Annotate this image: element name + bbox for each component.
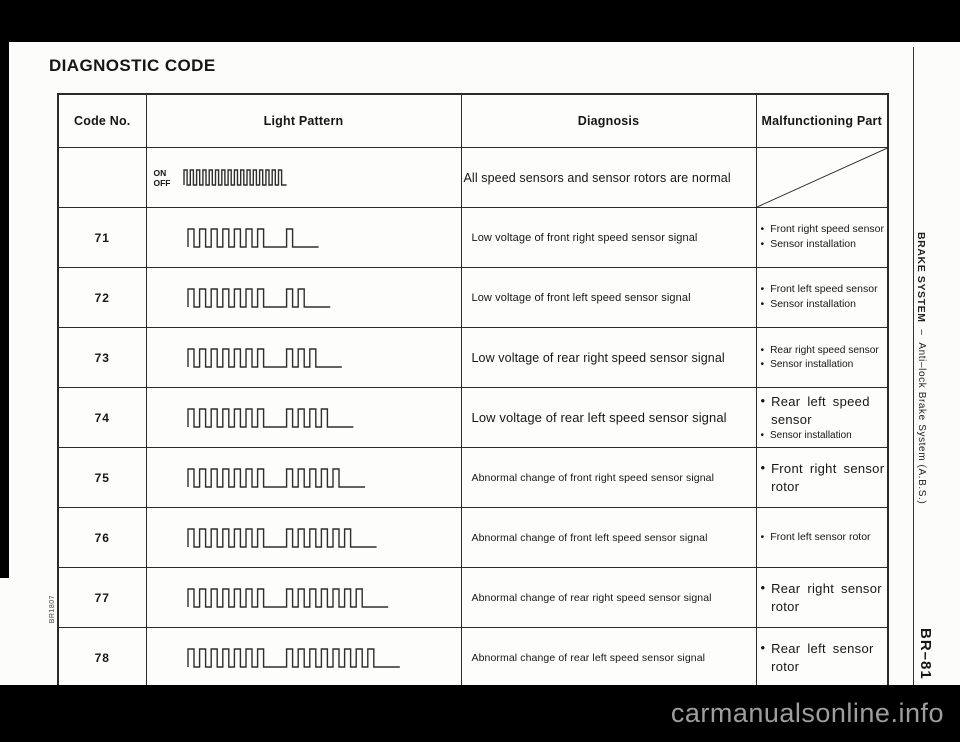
code-number-cell bbox=[58, 388, 146, 448]
light-pattern bbox=[147, 581, 461, 615]
diagnosis-cell bbox=[461, 148, 756, 208]
light-pattern bbox=[147, 521, 461, 555]
code-number-cell bbox=[58, 208, 146, 268]
code-number: 78 bbox=[94, 650, 110, 665]
diagnosis-text: Abnormal change of front left speed sensor signal bbox=[471, 531, 708, 544]
part-text: Front right speed sensor bbox=[770, 223, 884, 236]
diagonal-strikethrough bbox=[757, 148, 888, 207]
part-text: Rear left sensor rotor bbox=[771, 640, 874, 674]
light-pattern bbox=[147, 281, 461, 315]
light-pattern-waveform bbox=[183, 161, 289, 195]
watermark-text: carmanualsonline.info bbox=[670, 698, 944, 728]
code-number: 71 bbox=[94, 230, 110, 245]
part-list-item bbox=[761, 238, 887, 252]
malfunctioning-part-cell bbox=[756, 148, 888, 208]
light-pattern-cell bbox=[146, 388, 461, 448]
diagnosis-cell bbox=[461, 508, 756, 568]
sidebar-section-subtitle: Anti–lock Brake System (A.B.S.) bbox=[916, 342, 927, 505]
light-pattern bbox=[147, 641, 461, 675]
code-number-cell bbox=[58, 568, 146, 628]
bullet-icon: • bbox=[760, 392, 766, 408]
diagnosis-text: All speed sensors and sensor rotors are normal bbox=[463, 170, 731, 185]
part-list-item bbox=[761, 298, 887, 312]
code-number: 72 bbox=[94, 290, 110, 305]
light-pattern-waveform bbox=[187, 461, 367, 495]
part-list-item bbox=[761, 358, 887, 371]
part-text: Front left sensor rotor bbox=[770, 530, 871, 543]
light-pattern-waveform bbox=[187, 221, 321, 255]
diagnosis-text: Abnormal change of rear left speed sensor signal bbox=[471, 651, 706, 664]
bullet-icon: • bbox=[760, 298, 765, 310]
diagnosis-cell bbox=[461, 628, 756, 689]
part-list-item bbox=[761, 344, 887, 357]
malfunctioning-part-cell bbox=[756, 568, 888, 628]
bullet-icon: • bbox=[760, 430, 765, 442]
bullet-icon: • bbox=[760, 223, 765, 236]
malfunctioning-part-cell bbox=[756, 268, 888, 328]
bullet-icon: • bbox=[760, 579, 766, 595]
light-pattern bbox=[147, 461, 461, 495]
table-row bbox=[58, 448, 888, 508]
table-row bbox=[58, 628, 888, 689]
diagnosis-cell bbox=[461, 568, 756, 628]
diagnostic-code-table bbox=[57, 93, 889, 689]
bullet-icon: • bbox=[760, 639, 766, 655]
part-text: Sensor installation bbox=[770, 430, 852, 442]
light-pattern-cell bbox=[146, 448, 461, 508]
malfunctioning-part-cell bbox=[756, 388, 888, 448]
page-title: DIAGNOSTIC CODE bbox=[49, 56, 216, 75]
code-number-cell bbox=[58, 268, 146, 328]
column-header-diagnosis: Diagnosis bbox=[461, 94, 756, 148]
part-text: Rear left speed sensor bbox=[771, 393, 870, 427]
on-label: ON bbox=[153, 167, 167, 178]
part-text: Front right sensor rotor bbox=[771, 460, 885, 494]
page-number: BR–81 bbox=[917, 628, 934, 680]
malfunctioning-part-cell bbox=[756, 628, 888, 689]
sidebar-section-title: BRAKE SYSTEM bbox=[915, 232, 927, 323]
diagnosis-text: Low voltage of front left speed sensor signal bbox=[471, 291, 691, 304]
diagnosis-cell bbox=[461, 208, 756, 268]
light-pattern bbox=[147, 341, 461, 375]
part-list-item bbox=[761, 283, 887, 297]
bottom-black-band bbox=[0, 685, 960, 742]
diagnosis-cell bbox=[461, 388, 756, 448]
code-number: 73 bbox=[94, 350, 110, 365]
table-row bbox=[58, 568, 888, 628]
light-pattern-waveform bbox=[187, 641, 402, 675]
table-row bbox=[58, 208, 888, 268]
bullet-icon: • bbox=[760, 283, 765, 296]
part-list-item bbox=[761, 460, 887, 495]
diagnosis-cell bbox=[461, 328, 756, 388]
table-header-row bbox=[58, 94, 888, 148]
part-text: Sensor installation bbox=[770, 238, 856, 250]
column-header-light-pattern: Light Pattern bbox=[146, 94, 461, 148]
light-pattern-cell bbox=[146, 508, 461, 568]
diagnosis-text: Abnormal change of front right speed sensor signal bbox=[471, 471, 715, 484]
malfunctioning-part-cell bbox=[756, 508, 888, 568]
part-list-item bbox=[761, 531, 887, 545]
left-black-strip bbox=[0, 0, 9, 578]
column-header-code-no: Code No. bbox=[58, 94, 146, 148]
light-pattern-cell bbox=[146, 268, 461, 328]
code-number-cell bbox=[58, 148, 146, 208]
light-pattern-cell bbox=[146, 568, 461, 628]
figure-code-label: BR1807 bbox=[49, 595, 56, 624]
part-list-item bbox=[761, 580, 887, 615]
malfunctioning-part-cell bbox=[756, 328, 888, 388]
light-pattern-waveform bbox=[187, 341, 344, 375]
light-pattern bbox=[147, 401, 461, 435]
code-number: 77 bbox=[94, 590, 110, 605]
code-number: 75 bbox=[94, 470, 110, 485]
top-black-band bbox=[0, 0, 960, 42]
part-text: Rear right speed sensor bbox=[770, 344, 879, 356]
light-pattern-cell bbox=[146, 208, 461, 268]
on-off-axis-labels bbox=[154, 168, 171, 188]
diagnosis-cell bbox=[461, 448, 756, 508]
table-row bbox=[58, 328, 888, 388]
bullet-icon: • bbox=[760, 359, 765, 370]
light-pattern-waveform bbox=[187, 521, 379, 555]
table-row bbox=[58, 388, 888, 448]
light-pattern bbox=[147, 161, 461, 195]
light-pattern-cell bbox=[146, 328, 461, 388]
off-label: OFF bbox=[153, 177, 171, 188]
part-text: Sensor installation bbox=[770, 359, 854, 370]
column-header-malfunctioning-part: Malfunctioning Part bbox=[756, 94, 888, 148]
bullet-icon: • bbox=[760, 238, 765, 250]
table-row bbox=[58, 508, 888, 568]
code-number-cell bbox=[58, 628, 146, 689]
light-pattern-waveform bbox=[187, 281, 333, 315]
part-text: Front left speed sensor bbox=[770, 283, 878, 296]
diagnosis-text: Low voltage of rear left speed sensor signal bbox=[471, 410, 727, 425]
code-number: 76 bbox=[94, 530, 110, 545]
code-number-cell bbox=[58, 508, 146, 568]
diagnosis-text: Low voltage of front right speed sensor signal bbox=[471, 231, 698, 244]
bullet-icon: • bbox=[760, 459, 766, 475]
sidebar-section-separator: – bbox=[916, 329, 927, 336]
part-list-item bbox=[761, 223, 887, 237]
bullet-icon: • bbox=[760, 530, 765, 543]
sidebar-section-label bbox=[915, 232, 927, 672]
diagnosis-text: Abnormal change of rear right speed sensor signal bbox=[471, 591, 712, 604]
light-pattern bbox=[147, 221, 461, 255]
light-pattern-waveform bbox=[187, 401, 356, 435]
code-number-cell bbox=[58, 448, 146, 508]
part-list-item bbox=[761, 393, 887, 428]
diagnosis-text: Low voltage of rear right speed sensor signal bbox=[471, 350, 725, 365]
light-pattern-waveform bbox=[187, 581, 391, 615]
code-number-cell bbox=[58, 328, 146, 388]
malfunctioning-part-cell bbox=[756, 448, 888, 508]
part-list-item bbox=[761, 640, 887, 675]
sidebar-divider-line bbox=[913, 47, 914, 685]
table-row bbox=[58, 268, 888, 328]
part-text: Sensor installation bbox=[770, 298, 856, 310]
diagnosis-cell bbox=[461, 268, 756, 328]
part-text: Rear right sensor rotor bbox=[771, 580, 882, 614]
page-content bbox=[9, 42, 960, 685]
light-pattern-cell bbox=[146, 628, 461, 689]
light-pattern-cell bbox=[146, 148, 461, 208]
malfunctioning-part-cell bbox=[756, 208, 888, 268]
bullet-icon: • bbox=[760, 344, 765, 356]
table-row bbox=[58, 148, 888, 208]
code-number: 74 bbox=[94, 410, 110, 425]
part-list-item bbox=[761, 429, 887, 442]
